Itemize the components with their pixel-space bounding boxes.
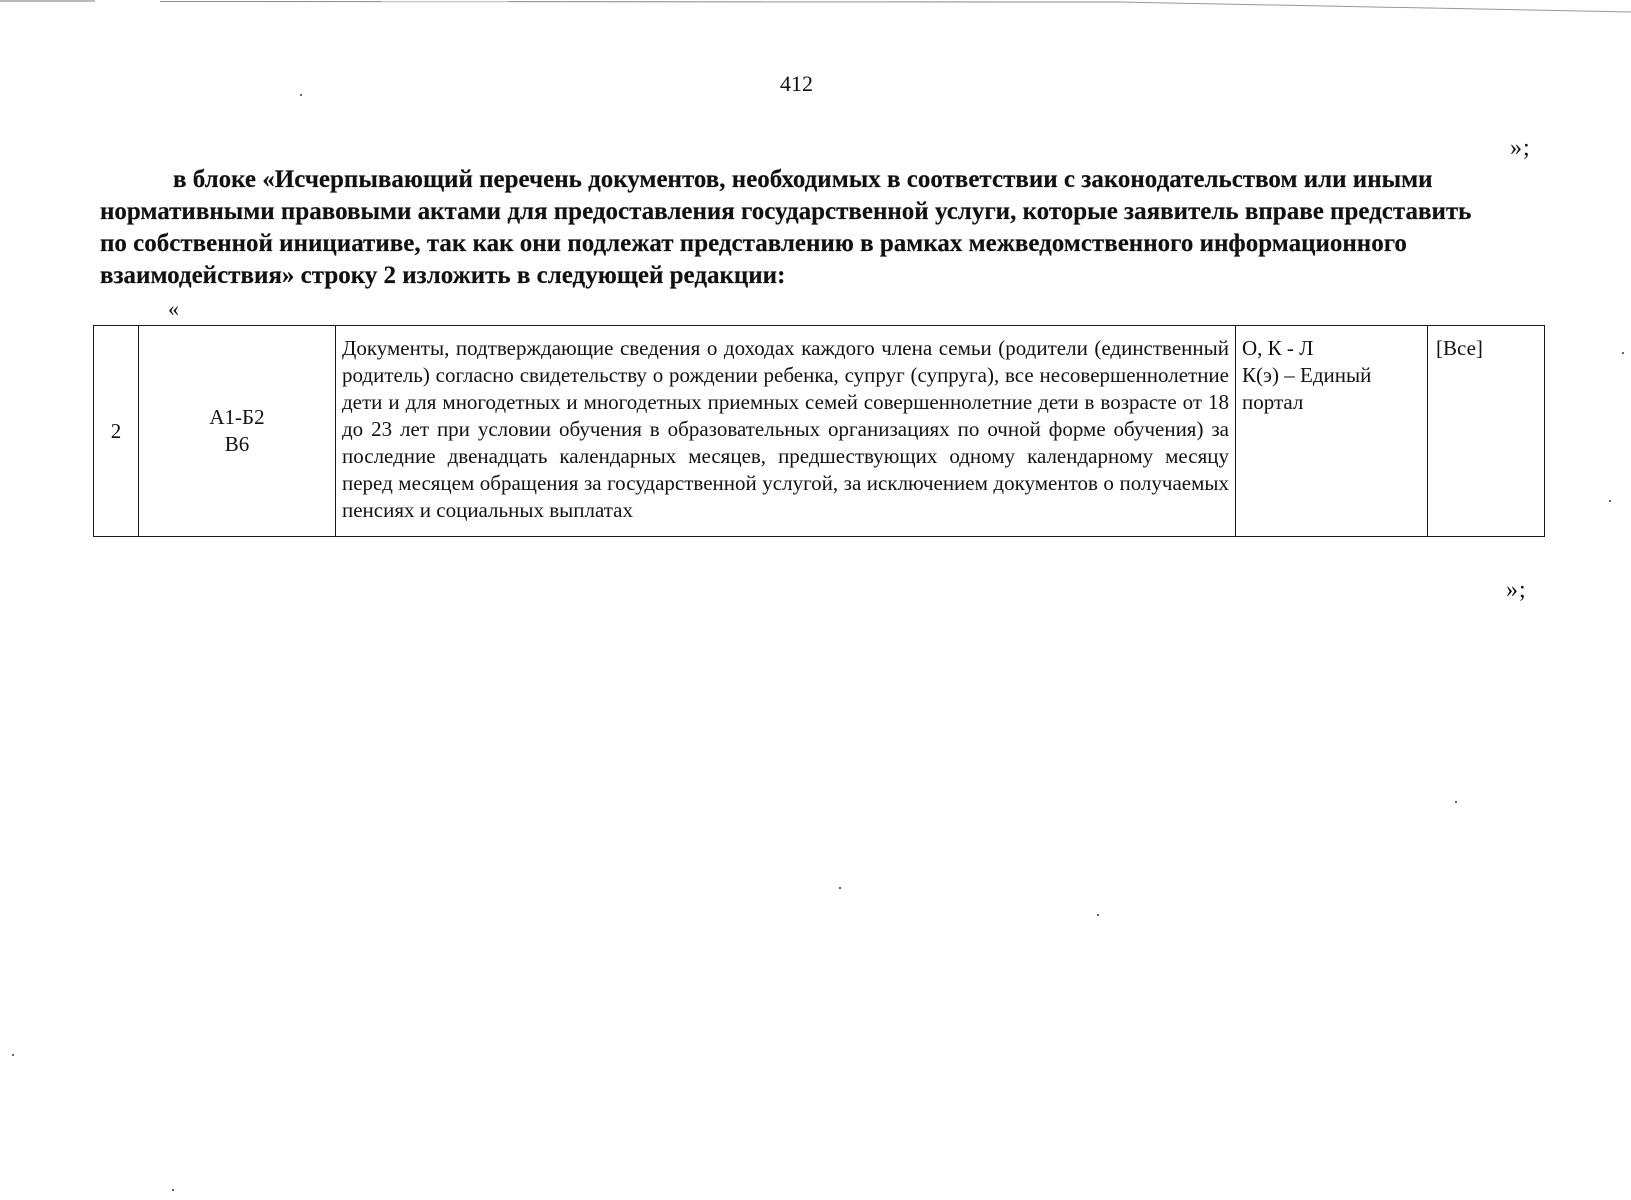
row-number-cell: 2 — [94, 326, 139, 537]
method-cell — [1236, 326, 1428, 537]
code-line-2: В6 — [224, 432, 250, 456]
intro-paragraph — [100, 164, 1520, 292]
scan-speck — [1097, 914, 1099, 916]
documents-table — [93, 325, 1545, 537]
closing-quote-bottom: »; — [1506, 577, 1527, 603]
method-line-2: К(э) – Единый — [1242, 363, 1372, 387]
intro-line-1: в блоке «Исчерпывающий перечень документов, необходимых в соответствии с законодательством или иными — [173, 166, 1433, 193]
code-cell — [139, 326, 336, 537]
description-cell: Документы, подтверждающие сведения о доходах каждого члена семьи (родители (единственный родитель) согласно свидетельству о рождении ребенка, супруг (супруга), все несовершеннолетние дети и для многодетных и многодетных приемных семей совершеннолетние дети в возрасте от 18 до 23 лет при условии обучения в образовательных организациях по очной форме обучения) за последние двенадцать календарных месяцев, предшествующих одному календарному месяцу перед месяцем обращения за государственной услугой, за исключением документов о получаемых пенсиях и социальных выплатах — [336, 326, 1236, 537]
scan-speck — [300, 94, 302, 96]
intro-line-4: взаимодействия» строку 2 изложить в следующей редакции: — [100, 262, 786, 289]
intro-line-3: по собственной инициативе, так как они подлежат представлению в рамках межведомственного информационного — [100, 230, 1407, 257]
scan-speck — [1622, 352, 1624, 354]
scan-speck — [172, 1189, 174, 1191]
scan-speck — [12, 1054, 14, 1056]
scan-speck — [839, 887, 841, 889]
table-row — [94, 326, 1545, 537]
category-cell: [Все] — [1428, 326, 1545, 537]
scan-speck — [1455, 801, 1457, 803]
intro-line-2: нормативными правовыми актами для предоставления государственной услуги, которые заявитель вправе представить — [100, 198, 1472, 225]
scan-speck — [1609, 500, 1611, 502]
scan-edge-lines — [0, 0, 1631, 14]
closing-quote-top: »; — [1510, 135, 1531, 161]
code-line-1: А1-Б2 — [209, 405, 265, 429]
opening-quote: « — [168, 296, 179, 321]
page-number: 412 — [780, 71, 813, 96]
method-line-1: О, К - Л — [1242, 336, 1314, 360]
method-line-3: портал — [1242, 390, 1304, 414]
